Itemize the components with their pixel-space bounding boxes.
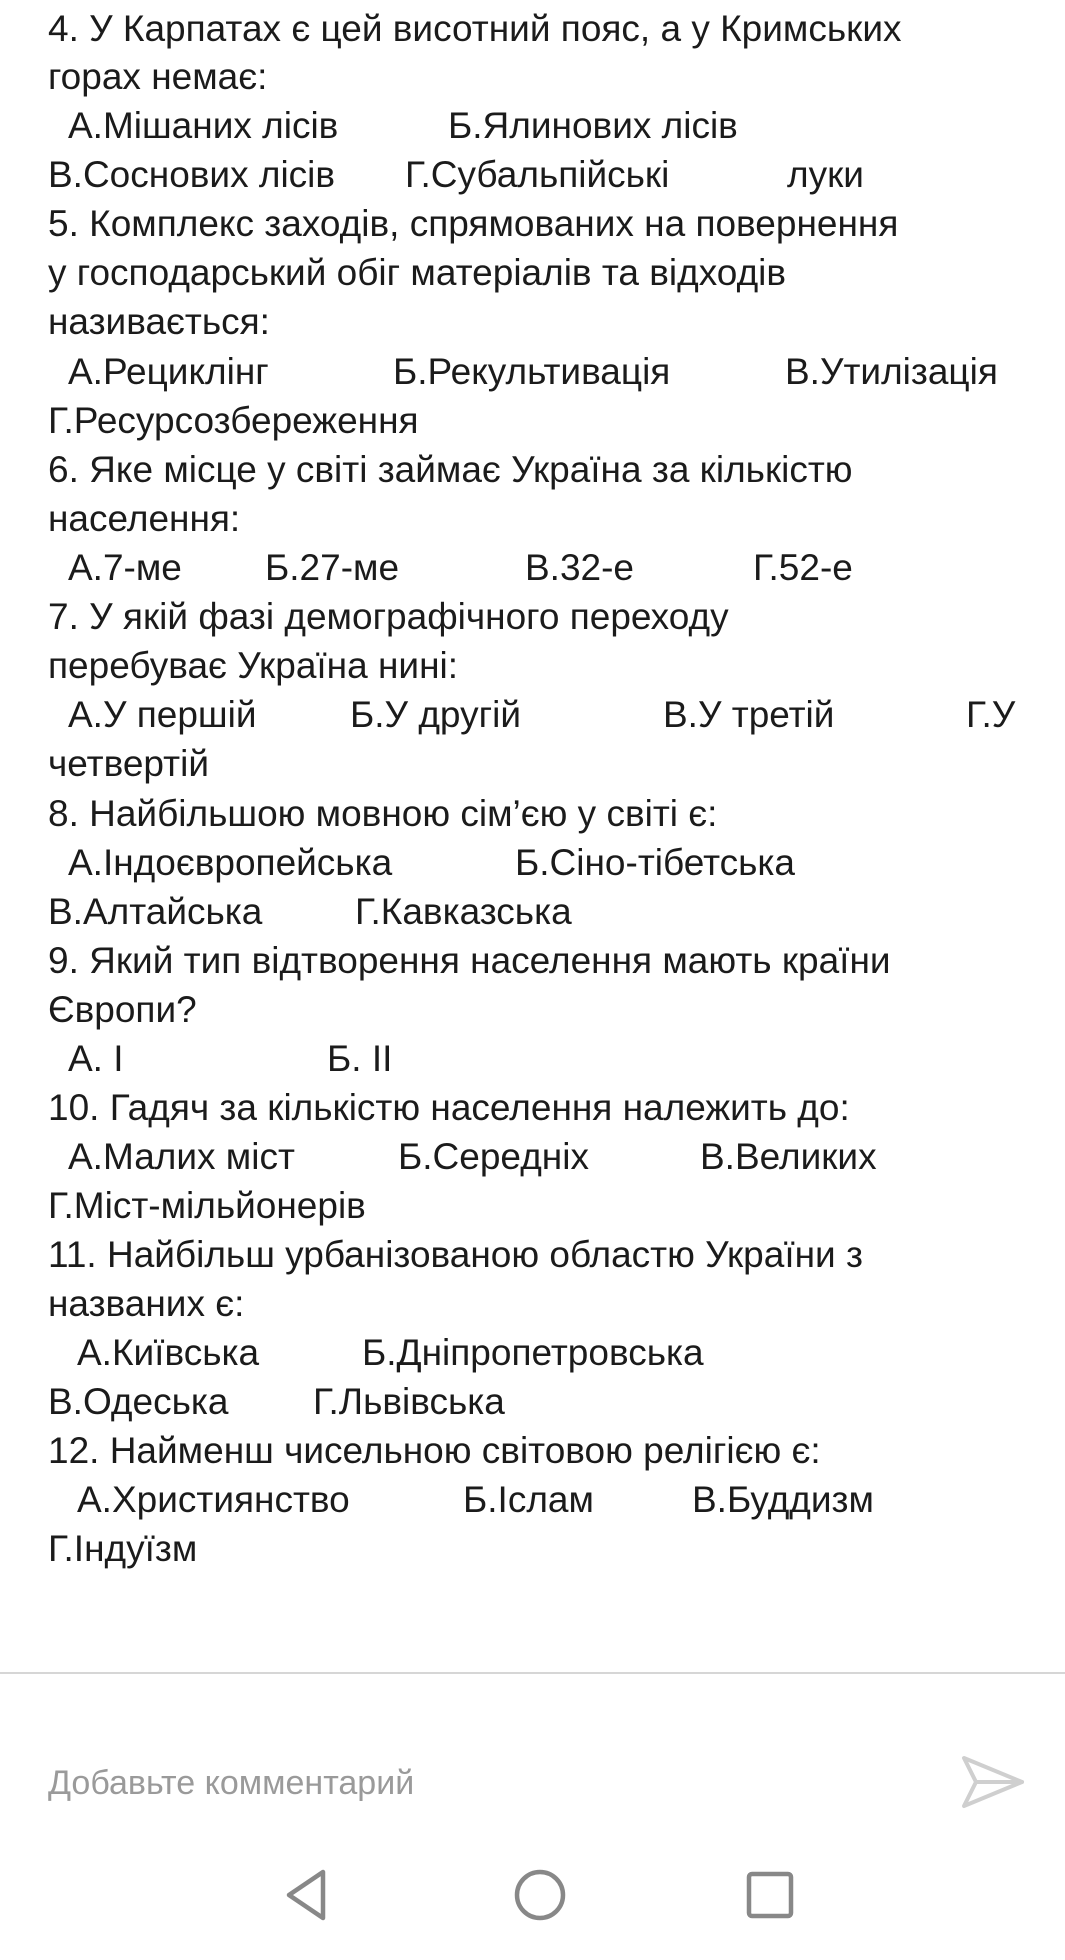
question-4-option-b: Б.Ялинових лісів [448,105,738,146]
question-4-line-1: 4. У Карпатах є цей висотний пояс, а у Кримських [48,8,902,49]
question-4-option-d: Г.Субальпійські [405,154,670,195]
question-10-option-a: А.Малих міст [68,1136,295,1177]
question-7-line-2: перебуває Україна нині: [48,645,458,686]
comment-input[interactable] [48,1758,928,1808]
comment-bar [0,1674,1065,1844]
question-12-option-a: А.Християнство [77,1479,350,1520]
question-6-option-d: Г.52-е [753,547,853,588]
question-7-option-d: Г.У [966,694,1016,735]
question-9-line-2: Європи? [48,989,197,1030]
question-9-line-1: 9. Який тип відтворення населення мають країни [48,940,891,981]
question-6-option-b: Б.27-ме [265,547,400,588]
question-4-line-2: горах немає: [48,56,268,97]
question-7-option-a: А.У першій [68,694,257,735]
question-8-option-d: Г.Кавказська [355,891,572,932]
question-10-option-d: Г.Міст-мільйонерів [48,1185,366,1226]
question-6-option-a: А.7-ме [68,547,182,588]
question-11-option-b: Б.Дніпропетровська [362,1332,704,1373]
question-10-line-1: 10. Гадяч за кількістю населення належить до: [48,1087,850,1128]
question-7-line-1: 7. У якій фазі демографічного переходу [48,596,729,637]
question-12-option-d: Г.Індуїзм [48,1528,198,1569]
question-11-option-a: А.Київська [77,1332,260,1373]
question-12-option-b: Б.Іслам [463,1479,594,1520]
question-5-option-c: В.Утилізація [785,351,998,392]
question-5-line-3: називається: [48,301,270,342]
question-8-option-b: Б.Сіно-тібетська [515,842,796,883]
question-5-line-2: у господарський обіг матеріалів та відходів [48,252,787,293]
circle-home-icon[interactable] [505,1860,575,1930]
question-7-option-d-cont: четвертій [48,743,209,784]
question-8-line-1: 8. Найбільшою мовною сім’єю у світі є: [48,793,718,834]
question-6-line-2: населення: [48,498,241,539]
question-9-option-a: А. І [68,1038,124,1079]
question-12-line-1: 12. Найменш чисельною світовою релігією є: [48,1430,821,1471]
square-recents-icon[interactable] [735,1860,805,1930]
triangle-back-icon[interactable] [273,1860,343,1930]
question-4-option-a: А.Мішаних лісів [68,105,339,146]
question-4-option-d-cont: луки [787,154,864,195]
question-11-option-c: В.Одеська [48,1381,229,1422]
question-8-option-c: В.Алтайська [48,891,263,932]
system-navigation-bar [0,1844,1065,1960]
question-5-option-b: Б.Рекультивація [393,351,671,392]
question-6-option-c: В.32-е [525,547,635,588]
question-7-option-c: В.У третій [663,694,835,735]
question-12-option-c: В.Буддизм [692,1479,874,1520]
question-5-option-a: А.Рециклінг [68,351,269,392]
question-10-option-c: В.Великих [700,1136,877,1177]
send-arrow-icon[interactable] [958,1752,1028,1812]
question-9-option-b: Б. ІІ [327,1038,393,1079]
question-5-option-d: Г.Ресурсозбереження [48,400,419,441]
question-10-option-b: Б.Середніх [398,1136,589,1177]
question-6-line-1: 6. Яке місце у світі займає Україна за кількістю [48,449,853,490]
question-11-line-1: 11. Найбільш урбанізованою областю України з [48,1234,863,1275]
question-11-line-2: названих є: [48,1283,245,1324]
question-5-line-1: 5. Комплекс заходів, спрямованих на повернення [48,203,899,244]
question-11-option-d: Г.Львівська [313,1381,505,1422]
question-4-option-c: В.Соснових лісів [48,154,336,195]
question-8-option-a: А.Індоєвропейська [68,842,393,883]
question-7-option-b: Б.У другій [350,694,521,735]
